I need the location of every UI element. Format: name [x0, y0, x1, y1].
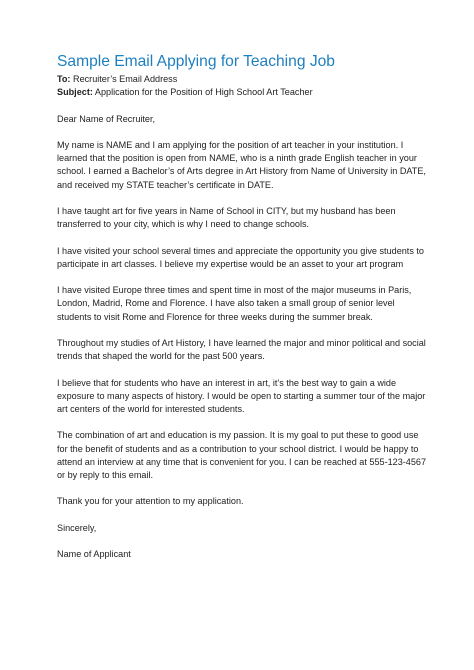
document-title: Sample Email Applying for Teaching Job [57, 53, 335, 70]
paragraph-line: I have taught art for five years in Name of School in CITY, but my husband has been [57, 205, 396, 216]
to-value: Recruiter’s Email Address [73, 74, 178, 84]
spacer [57, 126, 429, 139]
spacer [57, 99, 429, 112]
paragraph-line: I have visited your school several times and appreciate the opportunity you give students to [57, 245, 424, 256]
letter-body [57, 139, 429, 561]
salutation [57, 113, 429, 126]
subject-value: Application for the Position of High School Art Teacher [94, 87, 313, 98]
paragraph-line: My name is NAME and I am applying for the position of art teacher in your institution. I [57, 139, 404, 150]
spacer [57, 231, 429, 244]
body-paragraph [57, 245, 429, 271]
body-paragraph [57, 377, 429, 417]
paragraph-line: transferred to your city, which is why I need to change schools. [57, 219, 310, 230]
paragraph-line: students to visit Rome and Florence for three weeks during the summer break. [57, 311, 373, 322]
to-label: To: [57, 74, 71, 84]
body-paragraph [57, 284, 429, 324]
spacer [57, 482, 429, 495]
spacer [57, 363, 429, 376]
letter-page [57, 52, 429, 561]
paragraph-line: The combination of art and education is my passion. It is my goal to put these to good use [57, 430, 419, 441]
body-paragraph [57, 139, 429, 192]
paragraph-line: attend an interview at any time that is convenient for you. I can be reached at 555-123-4567 [57, 456, 427, 467]
body-paragraph [57, 495, 429, 508]
paragraph-line: for the benefit of students and as a contribution to your school district. I would be happy to [57, 443, 419, 454]
spacer [57, 509, 429, 522]
body-paragraph [57, 522, 429, 535]
salutation-text: Dear Name of Recruiter, [57, 113, 156, 124]
spacer [57, 271, 429, 284]
spacer [57, 535, 429, 548]
body-paragraph [57, 548, 429, 561]
paragraph-line: London, Madrid, Rome and Florence. I have also taken a small group of senior level [57, 298, 395, 309]
paragraph-line: and received my STATE teacher’s certificate in DATE. [57, 179, 274, 190]
paragraph-line: Throughout my studies of Art History, I have learned the major and minor political and social [57, 337, 426, 348]
paragraph-line: Name of Applicant [57, 549, 131, 560]
paragraph-line: or by reply to this email. [57, 469, 154, 480]
paragraph-line: school. I earned a Bachelor’s of Arts degree in Art History from Name of University in DATE, [57, 166, 426, 177]
paragraph-line: Thank you for your attention to my application. [57, 496, 244, 507]
spacer [57, 324, 429, 337]
to-line [57, 73, 429, 86]
subject-line [57, 86, 429, 99]
body-paragraph [57, 205, 429, 231]
paragraph-line: learned that the position is open from NAME, who is a ninth grade English teacher in your [57, 153, 417, 164]
paragraph-line: trends that shaped the world for the past 500 years. [57, 351, 265, 362]
paragraph-line: I have visited Europe three times and spent time in most of the major museums in Paris, [57, 285, 412, 296]
paragraph-line: exposure to many aspects of history. I would be open to starting a summer tour of the major [57, 390, 426, 401]
body-paragraph [57, 429, 429, 482]
spacer [57, 416, 429, 429]
spacer [57, 192, 429, 205]
paragraph-line: participate in art classes. I believe my expertise would be an asset to your art program [57, 258, 404, 269]
subject-label: Subject: [57, 87, 93, 98]
paragraph-line: I believe that for students who have an interest in art, it’s the best way to gain a wide [57, 377, 397, 388]
paragraph-line: art centers of the world for interested students. [57, 403, 245, 414]
paragraph-line: Sincerely, [57, 522, 97, 533]
body-paragraph [57, 337, 429, 363]
